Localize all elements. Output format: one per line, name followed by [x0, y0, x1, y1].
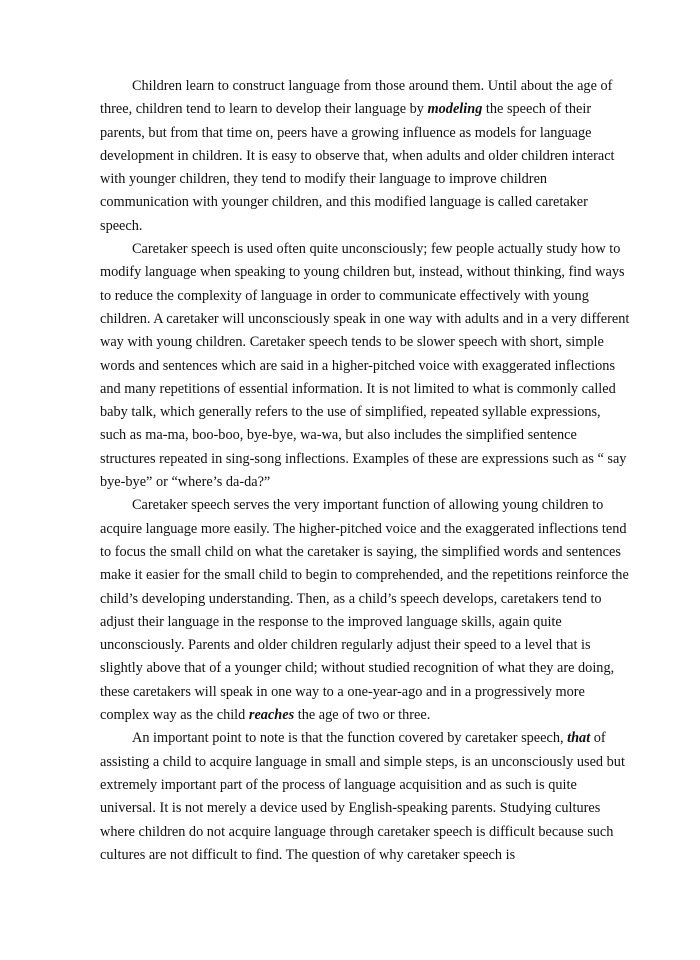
paragraph-1-text-b: the speech of their parents, but from that time on, peers have a growing influence as models for language development in children. It is easy to observe that, when adults and older children interact with younger children, they tend to modify their language to improve children communication with younger children, and this modified language is called caretaker speech.: [100, 101, 615, 234]
emphasis-reaches: reaches: [248, 707, 295, 724]
emphasis-modeling: modeling: [427, 101, 483, 118]
paragraph-3: [100, 494, 630, 727]
paragraph-2-text: Caretaker speech is used often quite unconsciously; few people actually study how to modify language when speaking to young children but, instead, without thinking, find ways to reduce the complexity of language in order to communicate effectively with young children. A caretaker will unconsciously speak in one way with adults and in a very different way with young children. Caretaker speech tends to be slower speech with short, simple words and sentences which are said in a higher-pitched voice with exaggerated inflections and many repetitions of essential information. It is not limited to what is commonly called baby talk, which generally refers to the use of simplified, repeated syllable expressions, such as ma-ma, boo-boo, bye-bye, wa-wa, but also includes the simplified sentence structures repeated in sing-song inflections. Examples of these are expressions such as “ say bye-bye” or “where’s da-da?”: [100, 241, 630, 491]
paragraph-4: [100, 727, 630, 867]
paragraph-1: [100, 75, 630, 238]
paragraph-3-text-a: Caretaker speech serves the very important function of allowing young children to acquire language more easily. The higher-pitched voice and the exaggerated inflections tend to focus the small child on what the caretaker is saying, the simplified words and sentences make it easier for the small child to begin to comprehended, and the repetitions reinforce the child’s developing understanding. Then, as a child’s speech develops, caretakers tend to adjust their language in the response to the improved language skills, again quite unconsciously. Parents and older children regularly adjust their speed to a level that is slightly above that of a younger child; without studied recognition of what they are doing, these caretakers will speak in one way to a one-year-ago and in a progressively more complex way as the child: [100, 497, 629, 724]
paragraph-4-text-a: An important point to note is that the function covered by caretaker speech,: [132, 730, 568, 747]
article-body: [100, 75, 630, 867]
paragraph-1-text-a: Children learn to construct language from those around them. Until about the age of three, children tend to learn to develop their language by: [100, 78, 613, 118]
paragraph-2: [100, 238, 630, 494]
paragraph-4-text-b: of assisting a child to acquire language in small and simple steps, is an unconsciously used but extremely important part of the process of language acquisition and as such is quite universal. It is not merely a device used by English-speaking parents. Studying cultures where children do not acquire language through caretaker speech is difficult because such cultures are not difficult to find. The question of why caretaker speech is: [100, 730, 625, 863]
emphasis-that: that: [567, 730, 591, 747]
paragraph-3-text-b: the age of two or three.: [294, 707, 431, 724]
